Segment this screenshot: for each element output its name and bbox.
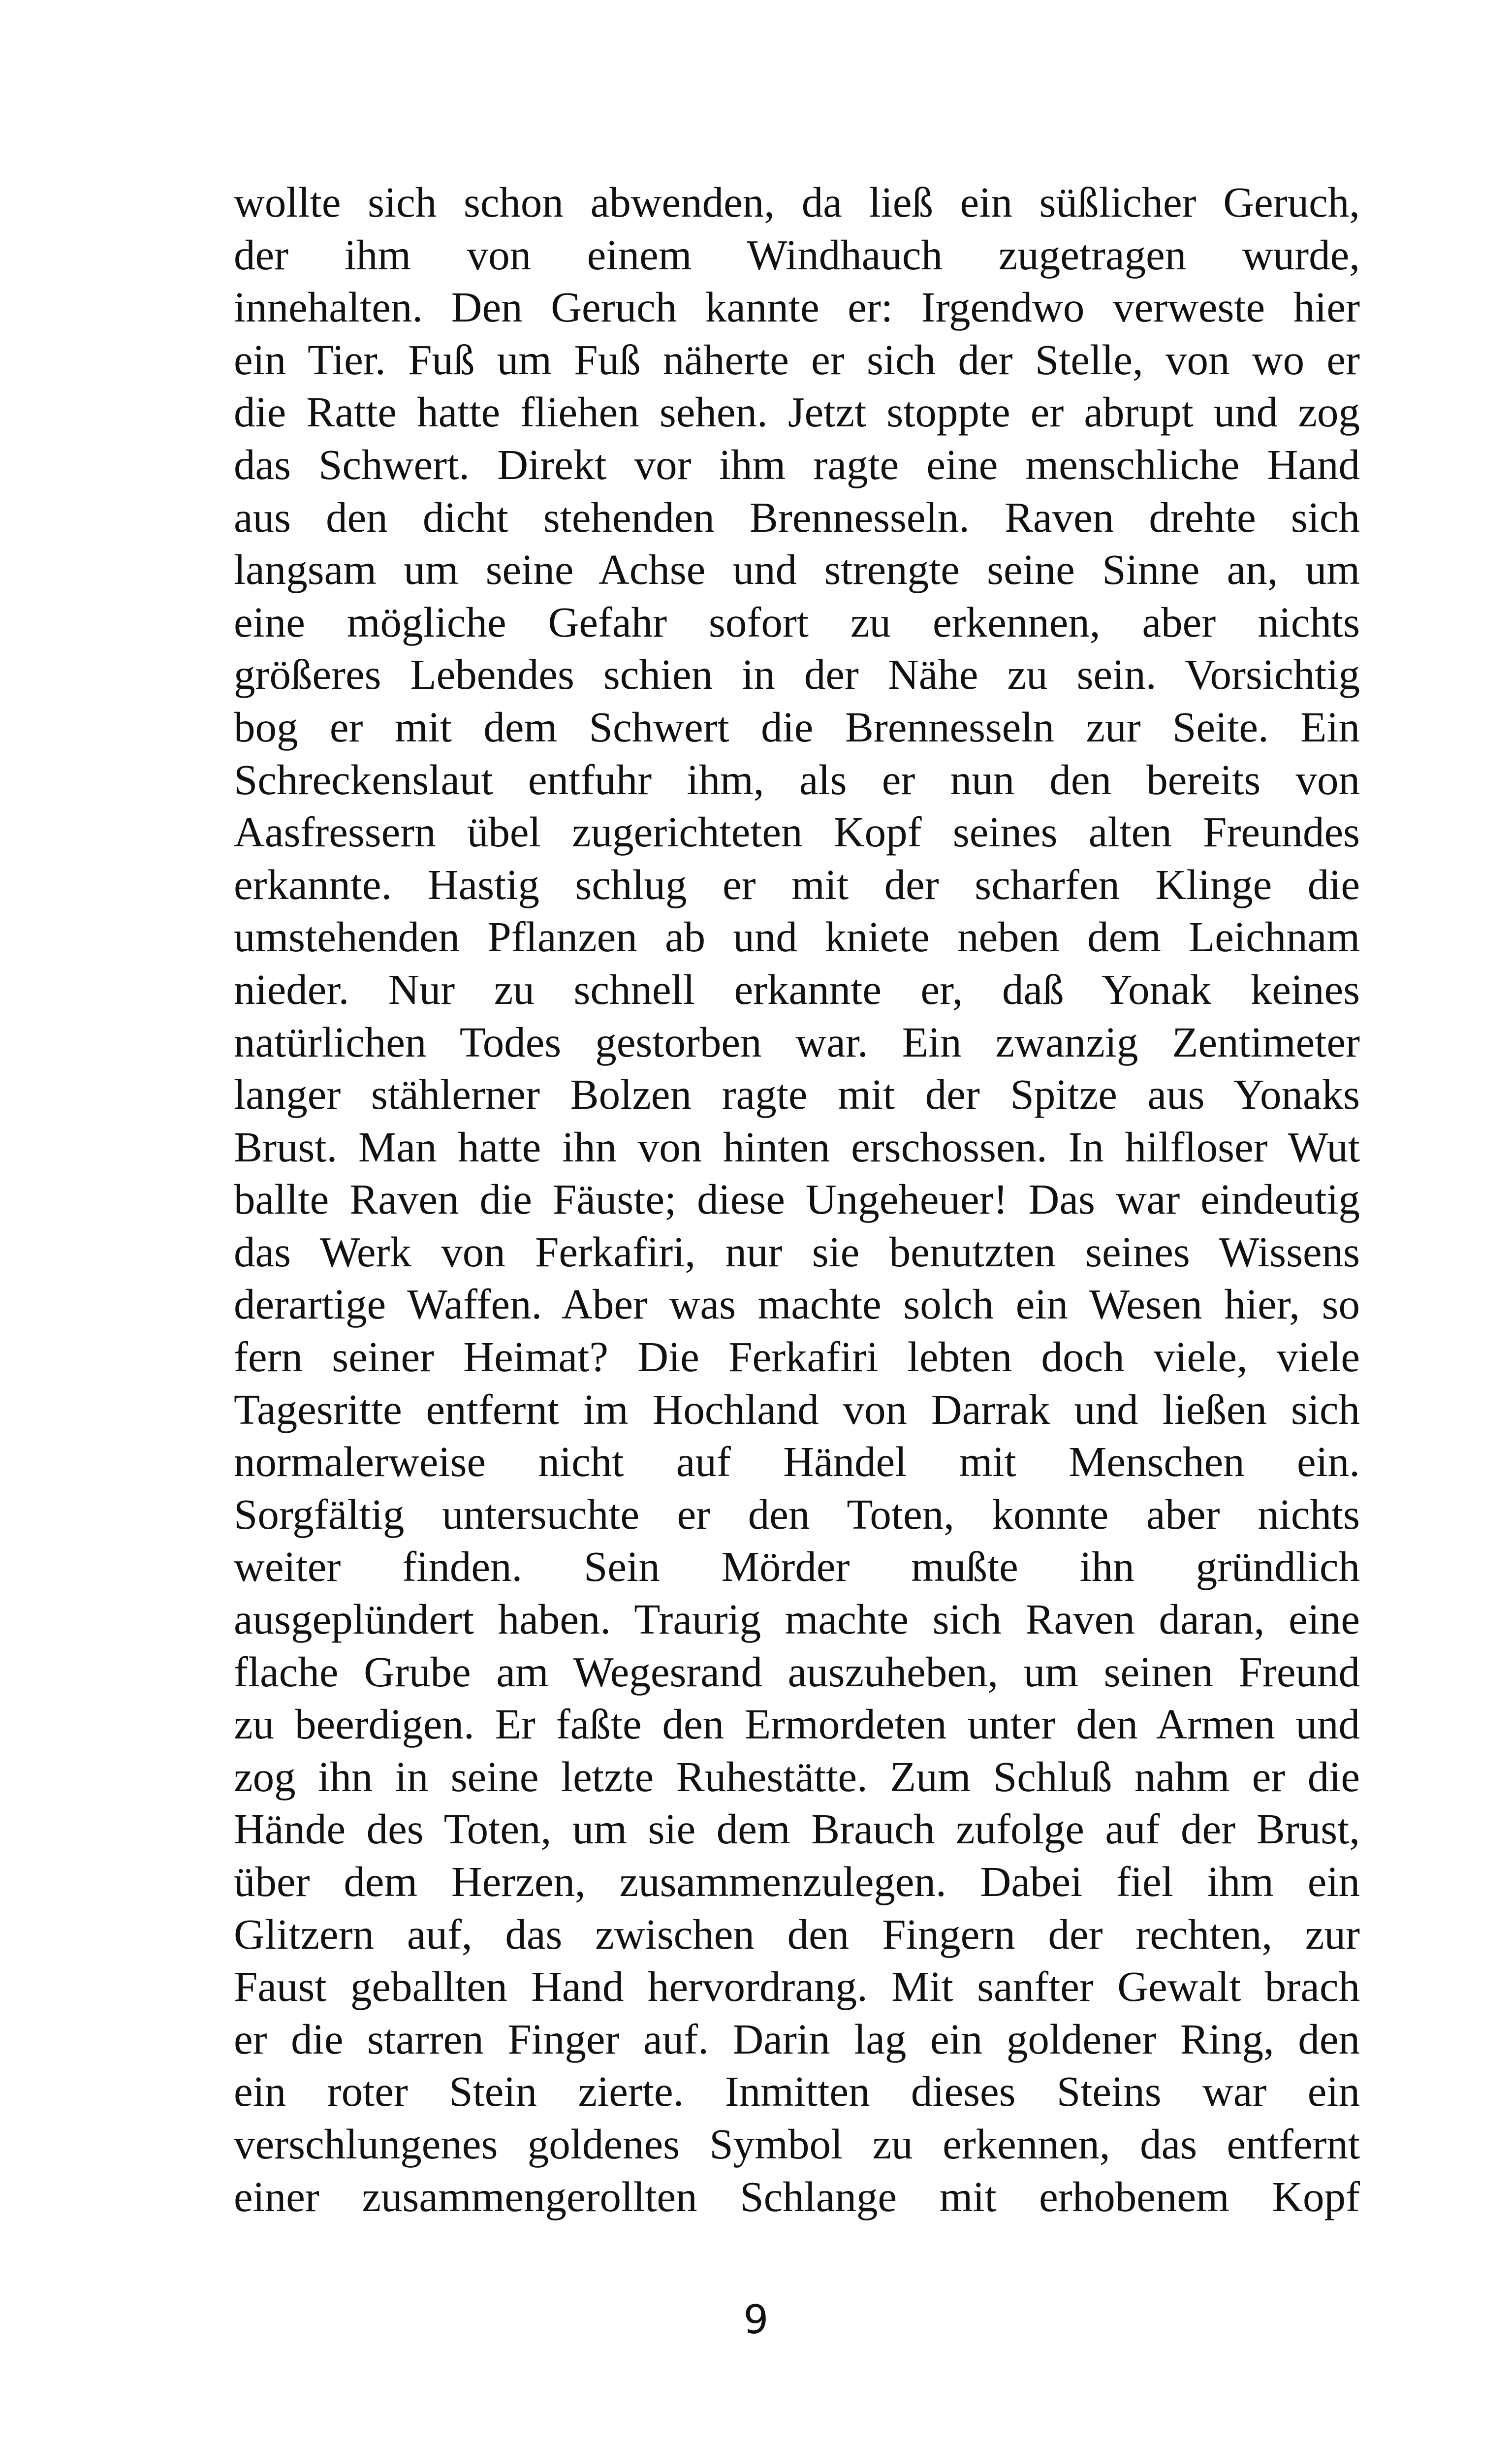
text-line: aus den dicht stehenden Brennesseln. Raven drehte sich xyxy=(234,493,1360,541)
text-line: Glitzern auf, das zwischen den Fingern der rechten, zur xyxy=(234,1910,1360,1958)
text-line: Hände des Toten, um sie dem Brauch zufolge auf der Brust, xyxy=(234,1805,1360,1853)
text-line: Aasfressern übel zugerichteten Kopf seines alten Freundes xyxy=(234,808,1360,856)
text-line: ballte Raven die Fäuste; diese Ungeheuer! Das war eindeutig xyxy=(234,1175,1360,1223)
text-line: das Werk von Ferkafiri, nur sie benutzten seines Wissens xyxy=(234,1227,1360,1276)
text-line: erkannte. Hastig schlug er mit der scharfen Klinge die xyxy=(234,860,1360,908)
text-line: Faust geballten Hand hervordrang. Mit sanfter Gewalt brach xyxy=(234,1962,1360,2011)
text-line: flache Grube am Wegesrand auszuheben, um seinen Freund xyxy=(234,1647,1360,1696)
text-line: nieder. Nur zu schnell erkannte er, daß Yonak keines xyxy=(234,965,1360,1013)
text-line: langsam um seine Achse und strengte seine Sinne an, um xyxy=(234,546,1360,594)
text-line: das Schwert. Direkt vor ihm ragte eine menschliche Hand xyxy=(234,440,1360,488)
text-line: Tagesritte entfernt im Hochland von Darrak und ließen sich xyxy=(234,1385,1360,1433)
text-line: weiter finden. Sein Mörder mußte ihn gründlich xyxy=(234,1543,1360,1591)
text-line: Sorgfältig untersuchte er den Toten, konnte aber nichts xyxy=(234,1490,1360,1538)
text-line: Brust. Man hatte ihn von hinten erschossen. In hilfloser Wut xyxy=(234,1123,1360,1171)
text-line: umstehenden Pflanzen ab und kniete neben dem Leichnam xyxy=(234,913,1360,961)
text-line: die Ratte hatte fliehen sehen. Jetzt stoppte er abrupt und zog xyxy=(234,388,1360,436)
text-line: verschlungenes goldenes Symbol zu erkennen, das entfernt xyxy=(234,2120,1360,2168)
text-line: ein roter Stein zierte. Inmitten dieses Steins war ein xyxy=(234,2067,1360,2116)
page-number: 9 xyxy=(743,2297,769,2343)
text-line: langer stählerner Bolzen ragte mit der Spitze aus Yonaks xyxy=(234,1070,1360,1119)
text-line: Schreckenslaut entfuhr ihm, als er nun den bereits von xyxy=(234,755,1360,804)
text-line: größeres Lebendes schien in der Nähe zu sein. Vorsichtig xyxy=(234,650,1360,699)
text-line: innehalten. Den Geruch kannte er: Irgendwo verweste hier xyxy=(234,283,1360,331)
body-text xyxy=(234,176,1360,2223)
text-line: zog ihn in seine letzte Ruhestätte. Zum Schluß nahm er die xyxy=(234,1752,1360,1800)
text-line: fern seiner Heimat? Die Ferkafiri lebten doch viele, viele xyxy=(234,1333,1360,1381)
text-line: der ihm von einem Windhauch zugetragen wurde, xyxy=(234,230,1360,279)
text-line: ein Tier. Fuß um Fuß näherte er sich der Stelle, von wo er xyxy=(234,335,1360,384)
text-line: über dem Herzen, zusammenzulegen. Dabei fiel ihm ein xyxy=(234,1858,1360,1905)
text-line: eine mögliche Gefahr sofort zu erkennen, aber nichts xyxy=(234,598,1360,646)
text-line: zu beerdigen. Er faßte den Ermordeten unter den Armen und xyxy=(234,1700,1360,1748)
text-line: er die starren Finger auf. Darin lag ein goldener Ring, den xyxy=(234,2015,1360,2063)
text-line: einer zusammengerollten Schlange mit erhobenem Kopf xyxy=(234,2172,1360,2220)
text-line: ausgeplündert haben. Traurig machte sich Raven daran, eine xyxy=(234,1595,1360,1643)
text-line: normalerweise nicht auf Händel mit Menschen ein. xyxy=(234,1438,1360,1486)
text-line: bog er mit dem Schwert die Brennesseln zur Seite. Ein xyxy=(234,703,1360,751)
text-line: wollte sich schon abwenden, da ließ ein süßlicher Geruch, xyxy=(234,178,1360,226)
text-line: derartige Waffen. Aber was machte solch ein Wesen hier, so xyxy=(234,1280,1360,1328)
text-line: natürlichen Todes gestorben war. Ein zwanzig Zentimeter xyxy=(234,1018,1360,1066)
